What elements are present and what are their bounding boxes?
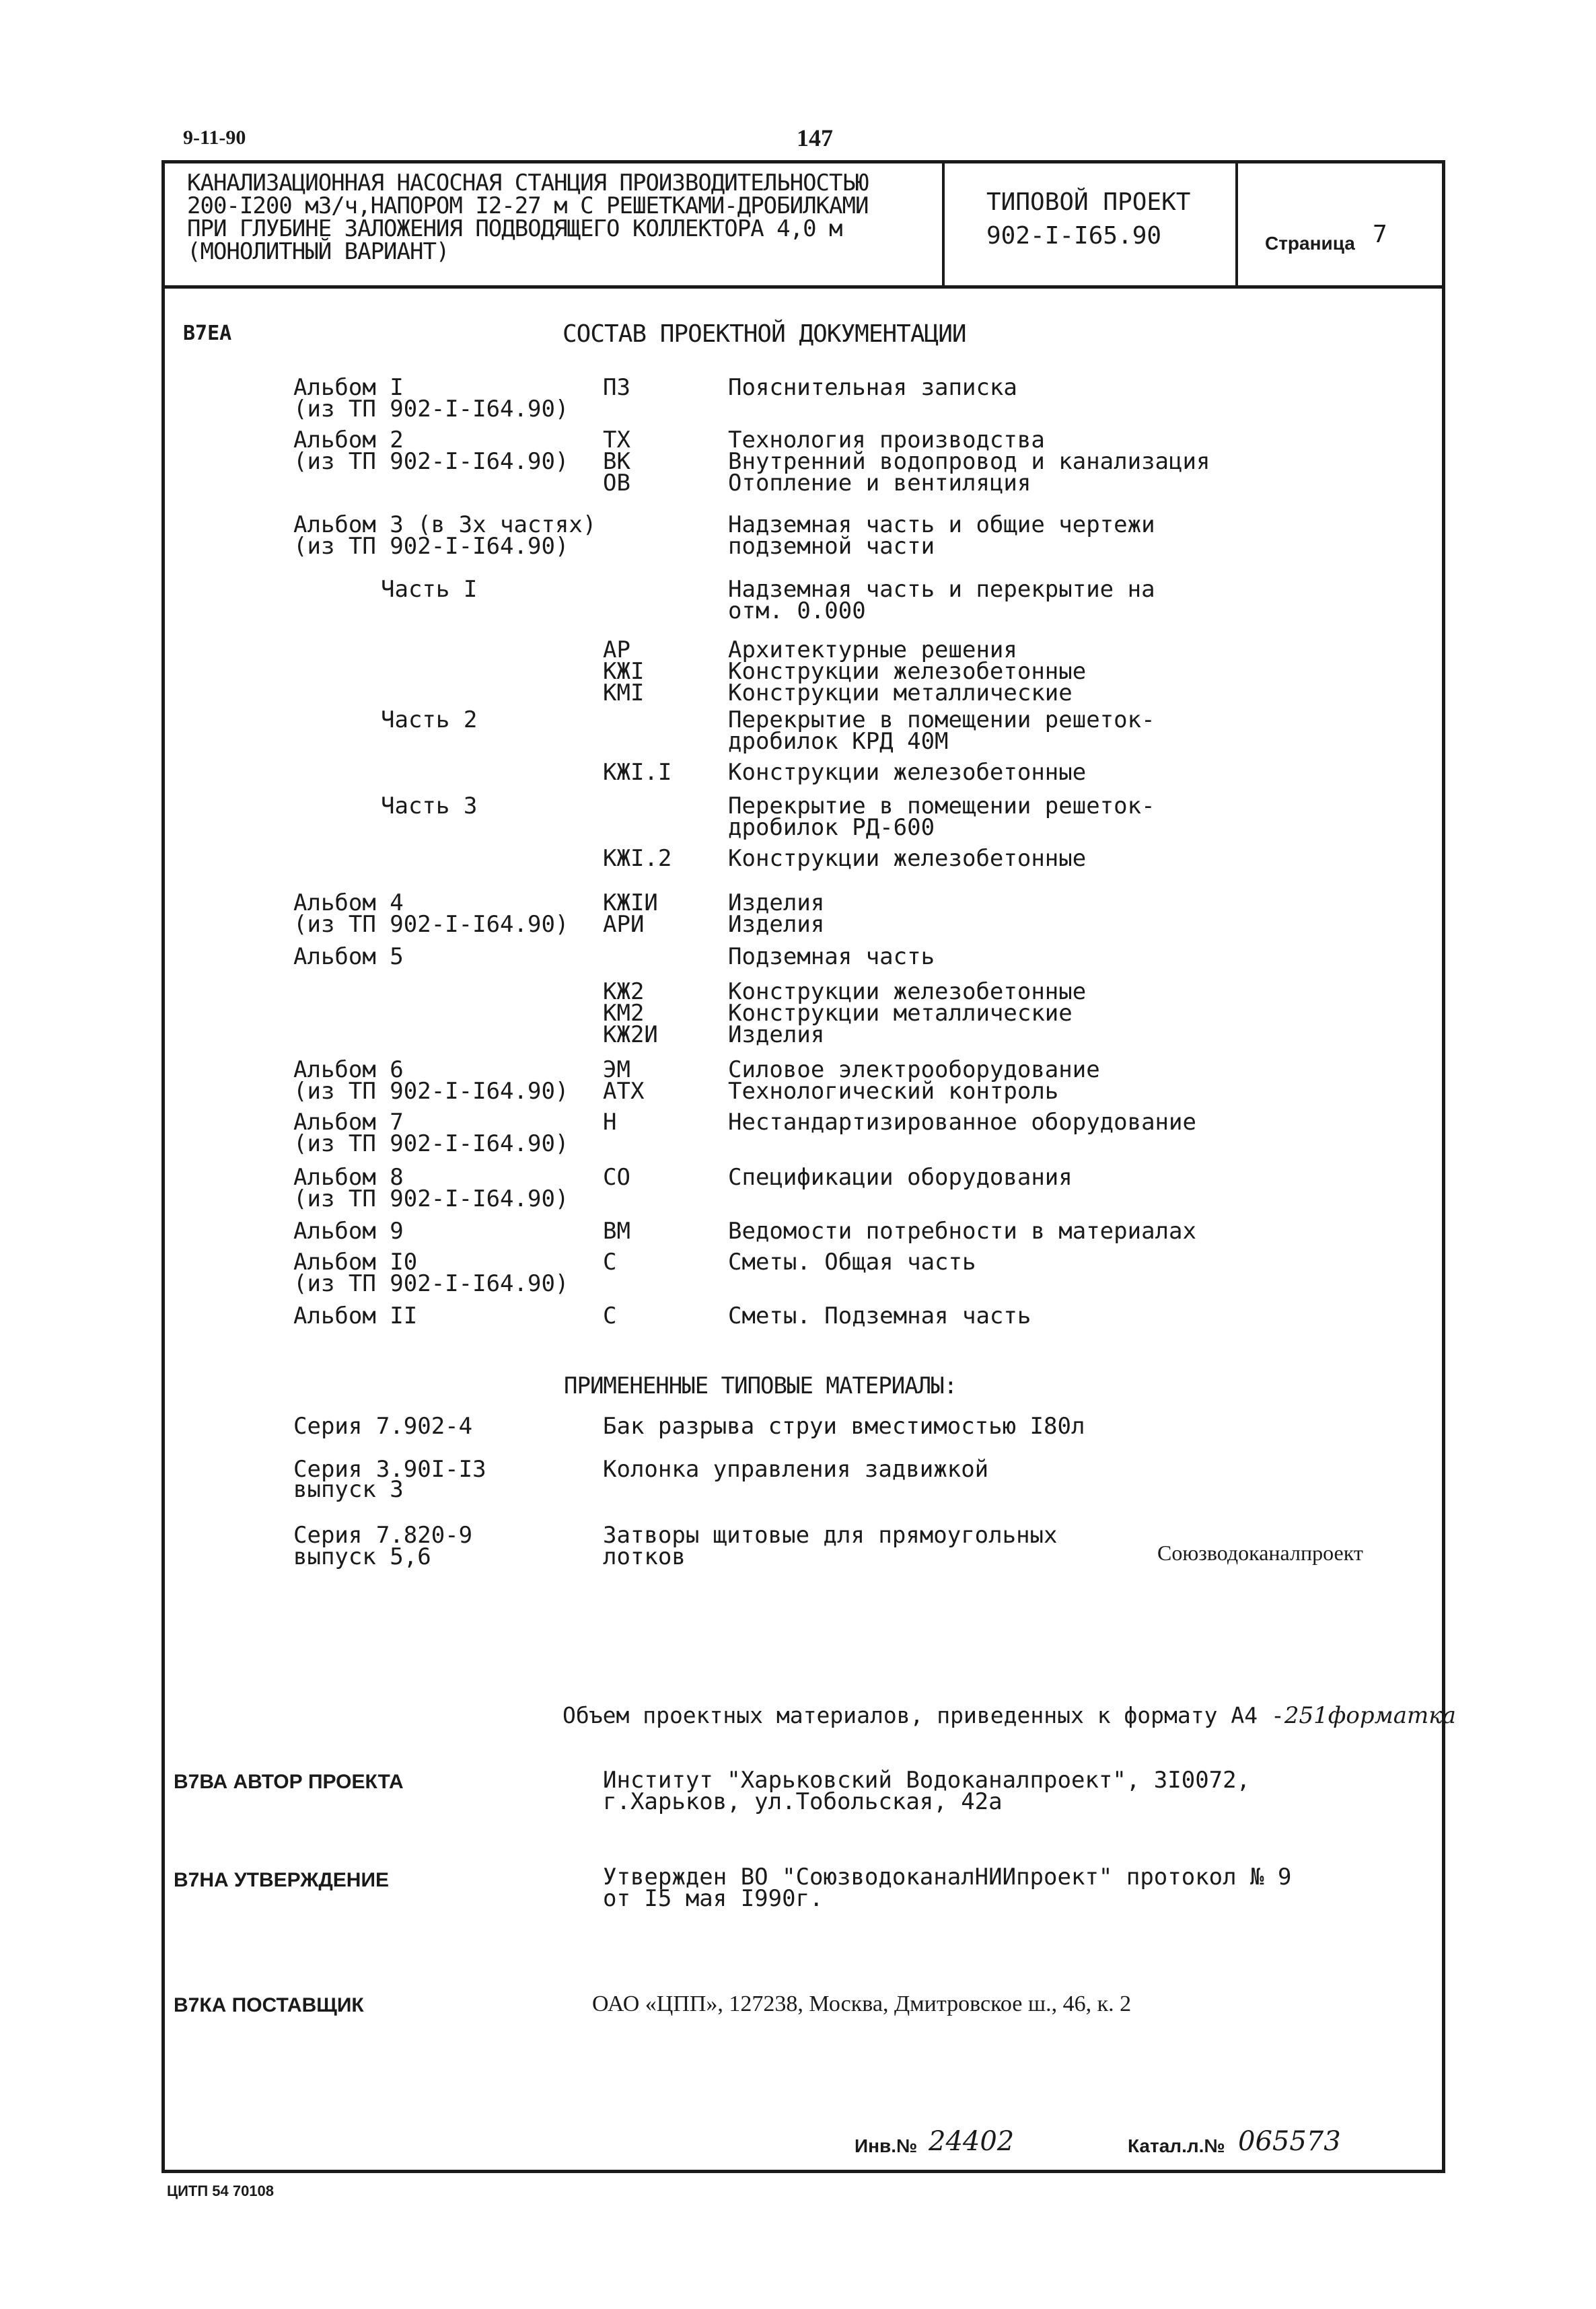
inventory-label: Инв.№: [855, 2135, 918, 2156]
volume-handwritten: 251форматка: [1284, 1702, 1456, 1729]
description-cell: Перекрытие в помещении решеток-: [728, 706, 1155, 733]
code-cell: КМ2: [603, 1000, 645, 1027]
description-cell: дробилок РД-600: [728, 814, 935, 841]
code-cell: Н: [603, 1109, 617, 1136]
code-cell: ВМ: [603, 1218, 630, 1245]
header-divider: [161, 285, 1445, 289]
description-cell: Внутренний водопровод и канализация: [728, 448, 1210, 475]
code-cell: ЭМ: [603, 1056, 630, 1083]
album-cell: (из ТП 902-I-I64.90): [293, 1185, 569, 1212]
series-cell: выпуск 3: [293, 1476, 404, 1503]
description-cell: Надземная часть и перекрытие на: [728, 576, 1155, 603]
author-line-1: Институт "Харьковский Водоканалпроект", 3I0072,: [603, 1767, 1251, 1794]
code-cell: КЖI.I: [603, 759, 672, 786]
volume-statement: [563, 1702, 1456, 1729]
album-cell: Альбом 5: [293, 943, 404, 970]
album-cell: Альбом II: [293, 1303, 418, 1329]
supplier-label: В7КА ПОСТАВЩИК: [174, 1994, 364, 2016]
album-cell: Альбом 9: [293, 1218, 404, 1245]
description-cell: Подземная часть: [728, 943, 935, 970]
album-cell: Альбом 7: [293, 1109, 404, 1136]
description-cell: Конструкции железобетонные: [728, 759, 1087, 786]
album-cell: Альбом I: [293, 374, 404, 401]
album-cell: (из ТП 902-I-I64.90): [293, 396, 569, 423]
code-cell: КЖI: [603, 658, 645, 685]
code-cell: КЖIИ: [603, 889, 658, 916]
description-cell: Конструкции железобетонные: [728, 845, 1087, 872]
approval-label: В7НА УТВЕРЖДЕНИЕ: [174, 1869, 390, 1891]
document-title-line-2: 200-I200 м3/ч,НАПОРОМ I2-27 м С РЕШЕТКАМИ-ДРОБИЛКАМИ: [187, 192, 869, 219]
description-cell: Конструкции металлические: [728, 1000, 1073, 1027]
approval-line-2: от I5 мая I990г.: [603, 1885, 824, 1912]
code-cell: СО: [603, 1164, 630, 1191]
description-cell: дробилок КРД 40М: [728, 728, 949, 755]
description-cell: Надземная часть и общие чертежи: [728, 511, 1155, 538]
document-title-line-1: КАНАЛИЗАЦИОННАЯ НАСОСНАЯ СТАНЦИЯ ПРОИЗВОДИТЕЛЬНОСТЬЮ: [187, 170, 869, 196]
album-cell: Альбом I0: [293, 1249, 418, 1276]
code-cell: ОВ: [603, 470, 630, 497]
description-cell: Изделия: [728, 889, 825, 916]
series-cell: Серия 7.820-9: [293, 1522, 473, 1549]
code-cell: АТХ: [603, 1078, 645, 1105]
description-cell: Конструкции металлические: [728, 680, 1073, 706]
header-separator-1: [942, 160, 945, 287]
code-cell: ТХ: [603, 427, 630, 453]
album-cell: (из ТП 902-I-I64.90): [293, 448, 569, 475]
code-cell: С: [603, 1303, 617, 1329]
document-title-line-4: (МОНОЛИТНЫЙ ВАРИАНТ): [187, 238, 449, 265]
series-cell: Серия 7.902-4: [293, 1413, 473, 1440]
code-cell: ВК: [603, 448, 630, 475]
code-cell: ПЗ: [603, 374, 630, 401]
album-cell: Альбом 8: [293, 1164, 404, 1191]
approval-line-1: Утвержден ВО "СоюзводоканалНИИпроект" протокол № 9: [603, 1864, 1292, 1891]
description-cell: Изделия: [728, 1021, 825, 1048]
supplier-text: ОАО «ЦПП», 127238, Москва, Дмитровское ш., 46, к. 2: [592, 1991, 1132, 2016]
description-cell: Силовое электрооборудование: [728, 1056, 1100, 1083]
catalog-number: 065573: [1238, 2126, 1341, 2157]
code-cell: КЖI.2: [603, 845, 672, 872]
album-cell: (из ТП 902-I-I64.90): [293, 533, 569, 560]
author-line-2: г.Харьков, ул.Тобольская, 42а: [603, 1788, 1003, 1815]
description-cell: Нестандартизированное оборудование: [728, 1109, 1196, 1136]
code-cell: АРИ: [603, 911, 645, 938]
part-cell: Часть I: [381, 576, 478, 603]
album-cell: Альбом 4: [293, 889, 404, 916]
description-cell: Архитектурные решения: [728, 636, 1017, 663]
page-label: Страница: [1265, 233, 1355, 254]
page-number: 147: [797, 124, 833, 151]
material-description-cell: Бак разрыва струи вместимостью I80л: [603, 1413, 1085, 1440]
album-cell: (из ТП 902-I-I64.90): [293, 1270, 569, 1297]
material-description-cell: лотков: [603, 1543, 686, 1570]
material-description-cell: Затворы щитовые для прямоугольных: [603, 1522, 1058, 1549]
description-cell: Пояснительная записка: [728, 374, 1017, 401]
organization-name: Союзводоканалпроект: [1157, 1541, 1363, 1565]
description-cell: Сметы. Подземная часть: [728, 1303, 1031, 1329]
description-cell: Ведомости потребности в материалах: [728, 1218, 1196, 1245]
section-code: В7ЕА: [183, 322, 232, 345]
inventory-number: 24402: [929, 2126, 1015, 2157]
description-cell: Конструкции железобетонные: [728, 978, 1087, 1005]
material-description-cell: Колонка управления задвижкой: [603, 1456, 989, 1483]
description-cell: Перекрытие в помещении решеток-: [728, 793, 1155, 819]
code-cell: КМI: [603, 680, 645, 706]
part-cell: Часть 3: [381, 793, 478, 819]
document-title-line-3: ПРИ ГЛУБИНЕ ЗАЛОЖЕНИЯ ПОДВОДЯЩЕГО КОЛЛЕКТОРА 4,0 м: [187, 215, 842, 242]
description-cell: Технология производства: [728, 427, 1045, 453]
part-cell: Часть 2: [381, 706, 478, 733]
code-cell: С: [603, 1249, 617, 1276]
album-cell: (из ТП 902-I-I64.90): [293, 1130, 569, 1157]
album-cell: Альбом 3 (в 3х частях): [293, 511, 597, 538]
code-cell: КЖ2И: [603, 1021, 658, 1048]
section-title: СОСТАВ ПРОЕКТНОЙ ДОКУМЕНТАЦИИ: [563, 320, 966, 348]
description-cell: Сметы. Общая часть: [728, 1249, 976, 1276]
code-cell: АР: [603, 636, 630, 663]
author-label: В7ВА АВТОР ПРОЕКТА: [174, 1771, 404, 1793]
album-cell: (из ТП 902-I-I64.90): [293, 911, 569, 938]
series-cell: выпуск 5,6: [293, 1543, 431, 1570]
project-code: 902-I-I65.90: [986, 222, 1162, 250]
album-cell: (из ТП 902-I-I64.90): [293, 1078, 569, 1105]
series-cell: Серия 3.90I-I3: [293, 1456, 486, 1483]
page-value: 7: [1373, 221, 1387, 248]
catalog-label: Катал.л.№: [1128, 2135, 1225, 2156]
header-separator-2: [1235, 160, 1238, 287]
code-cell: КЖ2: [603, 978, 645, 1005]
project-label: ТИПОВОЙ ПРОЕКТ: [986, 188, 1191, 216]
description-cell: Отопление и вентиляция: [728, 470, 1031, 497]
description-cell: Изделия: [728, 911, 825, 938]
description-cell: Конструкции железобетонные: [728, 658, 1087, 685]
album-cell: Альбом 6: [293, 1056, 404, 1083]
album-cell: Альбом 2: [293, 427, 404, 453]
print-code: ЦИТП 54 70108: [167, 2183, 275, 2199]
description-cell: Спецификации оборудования: [728, 1164, 1073, 1191]
volume-text: Объем проектных материалов, приведенных к формату А4 -: [563, 1702, 1284, 1728]
description-cell: отм. 0.000: [728, 597, 866, 624]
description-cell: Технологический контроль: [728, 1078, 1059, 1105]
print-date: 9-11-90: [183, 126, 246, 149]
materials-title: ПРИМЕНЕННЫЕ ТИПОВЫЕ МАТЕРИАЛЫ:: [564, 1372, 957, 1399]
description-cell: подземной части: [728, 533, 935, 560]
